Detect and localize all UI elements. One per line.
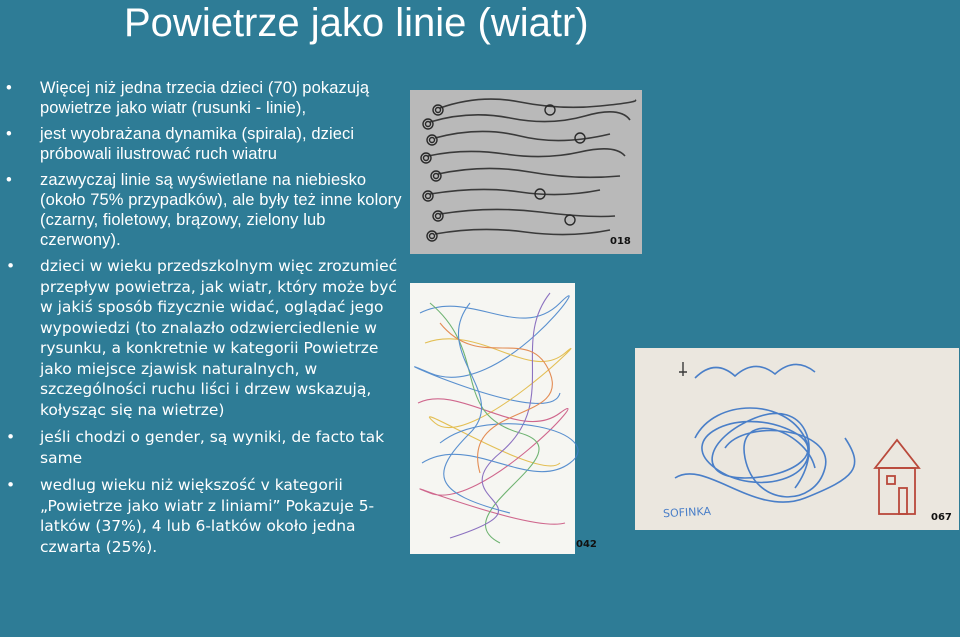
bullet-item: • dzieci w wieku przedszkolnym więc zrozumieć przepływ powietrza, jak wiatr, który może być w jakiś sposób fizycznie widać, oglądać jego wypowiedzi (to znalazło odzwierciedlenie w rysunku, a konkretnie w kategorii Powietrze jako miejsce zjawisk naturalnych, w szczególności ruchu liści i drzew wskazują, kołysząc się na wietrze) xyxy=(0,256,405,420)
colored-scribbles-drawing-icon xyxy=(410,283,575,554)
drawing-042-label: 042 xyxy=(576,539,597,550)
drawing-042-image xyxy=(410,283,597,554)
bullet-list xyxy=(0,78,405,561)
bullet-item: • jeśli chodzi o gender, są wyniki, de facto tak same xyxy=(0,427,405,468)
bullet-item: • Więcej niż jedna trzecia dzieci (70) pokazują powietrze jako wiatr (rusunki - linie), xyxy=(0,78,405,118)
drawing-067-label: 067 xyxy=(931,512,952,523)
drawing-067-signature: SOFINKA xyxy=(662,504,712,521)
bullet-item: • wedlug wieku niż większość v kategorii „Powietrze jako wiatr z liniami” Pokazuje 5-latków (37%), 4 lub 6-latków około jedna czwarta (25%). xyxy=(0,475,405,557)
drawing-018-label: 018 xyxy=(610,236,631,247)
blue-spiral-house-drawing-icon xyxy=(635,348,959,530)
slide-title: Powietrze jako linie (wiatr) xyxy=(124,1,589,45)
bullet-item: • jest wyobrażana dynamika (spirala), dzieci próbowali ilustrować ruch wiatru xyxy=(0,124,405,164)
bullet-item: • zazwyczaj linie są wyświetlane na niebiesko (około 75% przypadków), ale były też inne kolory (czarny, fioletowy, brązowy, zielony lub czerwony). xyxy=(0,170,405,250)
drawing-018-image xyxy=(410,90,642,254)
wind-spirals-drawing-icon xyxy=(410,90,642,254)
drawing-067-image xyxy=(635,348,959,530)
